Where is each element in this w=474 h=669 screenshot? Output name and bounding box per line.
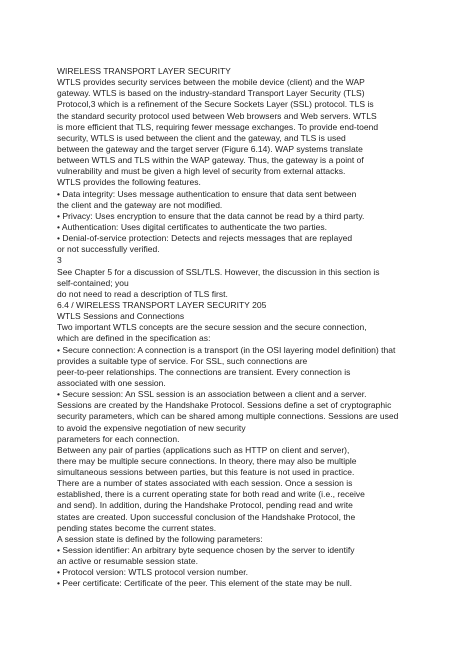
text-line: provides a suitable type of service. For SSL, such connections are bbox=[57, 355, 308, 366]
text-line: • Protocol version: WTLS protocol version number. bbox=[57, 567, 249, 578]
text-line: self-contained; you bbox=[57, 277, 129, 288]
text-line: gateway. WTLS is based on the industry-standard Transport Layer Security (TLS) bbox=[57, 88, 365, 99]
text-line: peer-to-peer relationships. The connections are transient. Every connection is bbox=[57, 366, 351, 377]
text-line: there may be multiple secure connections. In theory, there may also be multiple bbox=[57, 455, 357, 466]
text-line: • Session identifier: An arbitrary byte sequence chosen by the server to identify bbox=[57, 545, 355, 556]
text-line: See Chapter 5 for a discussion of SSL/TLS. However, the discussion in this section is bbox=[57, 266, 380, 277]
text-line: security parameters, which can be shared among multiple connections. Sessions are used bbox=[57, 411, 399, 422]
text-line: WIRELESS TRANSPORT LAYER SECURITY bbox=[57, 66, 231, 76]
text-line: 6.4 / WIRELESS TRANSPORT LAYER SECURITY 205 bbox=[57, 299, 267, 310]
document-body bbox=[57, 66, 457, 590]
text-line: established, there is a current operating state for both read and write (i.e., receive bbox=[57, 489, 365, 500]
text-line: vulnerability and must be given a high level of security from external attacks. bbox=[57, 166, 346, 177]
text-line: A session state is defined by the following parameters: bbox=[57, 533, 263, 544]
text-line: • Denial-of-service protection: Detects and rejects messages that are replayed bbox=[57, 233, 353, 244]
text-line: between WTLS and TLS within the WAP gateway. Thus, the gateway is a point of bbox=[57, 155, 364, 166]
text-line: • Data integrity: Uses message authentication to ensure that data sent between bbox=[57, 188, 357, 199]
text-line: simultaneous sessions between parties, but this feature is not used in practice. bbox=[57, 467, 355, 478]
text-line: the client and the gateway are not modified. bbox=[57, 199, 223, 210]
text-line: Sessions are created by the Handshake Protocol. Sessions define a set of cryptographic bbox=[57, 400, 392, 411]
text-line: do not need to read a description of TLS first. bbox=[57, 288, 228, 299]
text-line: states are created. Upon successful conclusion of the Handshake Protocol, the bbox=[57, 511, 356, 522]
text-line: parameters for each connection. bbox=[57, 433, 180, 444]
text-line: WTLS provides security services between the mobile device (client) and the WAP bbox=[57, 77, 365, 88]
text-line: WTLS provides the following features. bbox=[57, 177, 201, 188]
text-line: to avoid the expensive negotiation of new security bbox=[57, 422, 246, 433]
text-line: • Secure connection: A connection is a transport (in the OSI layering model definition) that bbox=[57, 344, 396, 355]
text-line: Two important WTLS concepts are the secure session and the secure connection, bbox=[57, 322, 367, 333]
text-line: an active or resumable session state. bbox=[57, 556, 199, 567]
text-line: Between any pair of parties (applications such as HTTP on client and server), bbox=[57, 444, 350, 455]
text-line: • Authentication: Uses digital certificates to authenticate the two parties. bbox=[57, 221, 328, 232]
text-line: the standard security protocol used between Web browsers and Web servers. WTLS bbox=[57, 110, 377, 121]
text-line: • Secure session: An SSL session is an association between a client and a server. bbox=[57, 389, 367, 400]
text-line: between the gateway and the target server (Figure 6.14). WAP systems translate bbox=[57, 143, 363, 154]
text-line: 3 bbox=[57, 255, 62, 266]
text-line: There are a number of states associated with each session. Once a session is bbox=[57, 478, 353, 489]
text-line: WTLS Sessions and Connections bbox=[57, 311, 185, 322]
text-line: or not successfully verified. bbox=[57, 244, 160, 255]
text-line: which are defined in the specification as: bbox=[57, 333, 211, 344]
text-line: associated with one session. bbox=[57, 377, 166, 388]
text-line: and send). In addition, during the Handshake Protocol, pending read and write bbox=[57, 500, 353, 511]
text-line: Protocol,3 which is a refinement of the Secure Sockets Layer (SSL) protocol. TLS is bbox=[57, 99, 374, 110]
text-line: pending states become the current states. bbox=[57, 522, 217, 533]
text-line: security, WTLS is used between the client and the gateway, and TLS is used bbox=[57, 132, 346, 143]
text-line: is more efficient that TLS, requiring fewer message exchanges. To provide end-toend bbox=[57, 121, 379, 132]
text-line: • Peer certificate: Certificate of the peer. This element of the state may be null. bbox=[57, 578, 353, 589]
text-line: • Privacy: Uses encryption to ensure that the data cannot be read by a third party. bbox=[57, 210, 365, 221]
